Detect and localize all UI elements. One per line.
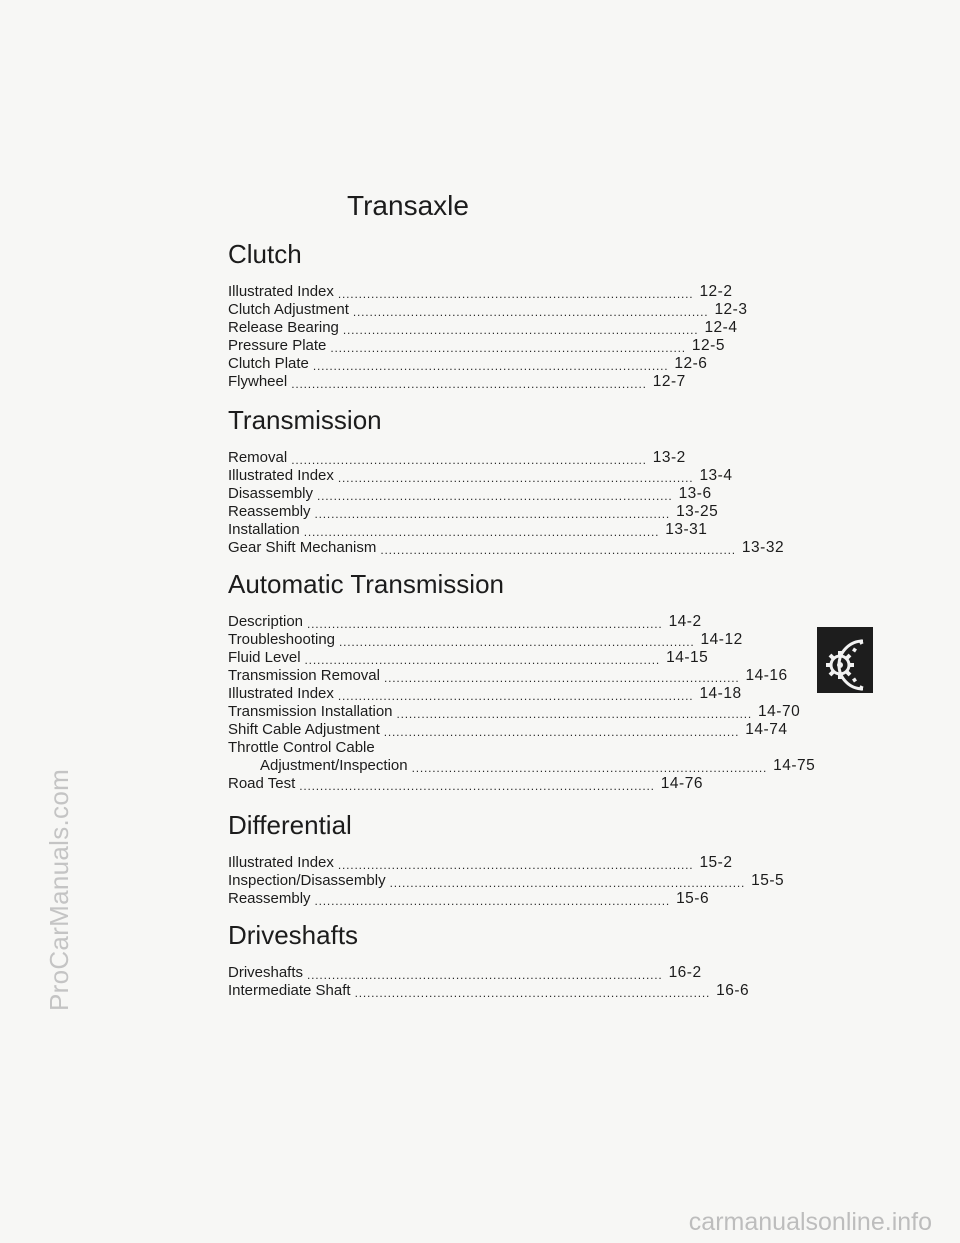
entry-page: 12-6 [674, 355, 708, 372]
leader-dots: ...................................................................................... [380, 543, 736, 557]
entry-page: 13-4 [699, 467, 733, 484]
section-heading: Transmission [228, 405, 382, 435]
entry-page: 14-75 [773, 757, 816, 774]
leader-dots: ...................................................................................... [411, 761, 768, 775]
entry-page: 15-5 [751, 872, 785, 889]
toc-entry[interactable] [228, 872, 785, 890]
toc-entry[interactable] [228, 283, 733, 301]
entry-label: Reassembly [228, 890, 311, 907]
leader-dots: ...................................................................................... [354, 986, 711, 1000]
entry-page: 13-2 [652, 449, 686, 466]
leader-dots: ...................................................................................... [303, 525, 660, 539]
section-heading: Driveshafts [228, 920, 359, 950]
leader-dots: ...................................................................................... [337, 858, 694, 872]
entry-page: 12-3 [714, 301, 748, 318]
leader-dots: ...................................................................................... [384, 671, 740, 685]
entry-page: 14-76 [660, 775, 703, 792]
entry-label: Release Bearing [228, 319, 339, 336]
toc-entry[interactable] [228, 521, 708, 539]
toc-entry[interactable] [228, 649, 709, 667]
toc-entry[interactable] [228, 539, 785, 557]
entry-label: Illustrated Index [228, 467, 334, 484]
entry-label: Illustrated Index [228, 685, 334, 702]
toc-entry[interactable] [228, 703, 801, 721]
toc-entry[interactable] [228, 301, 748, 319]
entry-label: Driveshafts [228, 964, 304, 981]
entry-label: Illustrated Index [228, 283, 334, 300]
entry-page: 14-74 [745, 721, 788, 738]
entry-label: Fluid Level [228, 649, 301, 666]
entry-label: Clutch Adjustment [228, 301, 349, 318]
footer-watermark: carmanualsonline.info [688, 1208, 932, 1236]
toc-entry[interactable] [228, 890, 710, 908]
entry-page: 12-5 [691, 337, 725, 354]
entry-label: Intermediate Shaft [228, 982, 351, 999]
entry-label: Description [228, 613, 304, 630]
entry-label: Transmission Removal [228, 667, 380, 684]
leader-dots: ...................................................................................... [291, 453, 647, 467]
side-watermark: ProCarManuals.com [44, 768, 74, 1011]
toc-entry[interactable] [228, 449, 686, 467]
leader-dots: ...................................................................................... [342, 323, 699, 337]
entry-label: Clutch Plate [228, 355, 309, 372]
toc-entry[interactable] [228, 964, 702, 982]
leader-dots: ...................................................................................... [330, 341, 686, 355]
toc-entry[interactable] [228, 485, 712, 503]
leader-dots: ...................................................................................... [314, 507, 671, 521]
entry-label: Gear Shift Mechanism [228, 539, 377, 556]
toc-entry[interactable] [228, 982, 750, 1000]
leader-dots: ...................................................................................... [389, 876, 746, 890]
entry-page: 13-6 [678, 485, 712, 502]
entry-label: Shift Cable Adjustment [228, 721, 380, 738]
section-transmission [228, 405, 785, 557]
entry-label: Illustrated Index [228, 854, 334, 871]
entry-page: 12-4 [704, 319, 738, 336]
entry-page: 12-2 [699, 283, 733, 300]
leader-dots: ...................................................................................... [339, 635, 695, 649]
leader-dots: ...................................................................................... [312, 359, 669, 373]
entry-page: 14-18 [699, 685, 742, 702]
toc-entry[interactable] [228, 467, 733, 485]
entry-page: 13-32 [741, 539, 785, 556]
toc-entry[interactable] [228, 775, 703, 793]
leader-dots: ...................................................................................... [304, 653, 661, 667]
leader-dots: ...................................................................................... [337, 689, 694, 703]
leader-dots: ...................................................................................... [352, 305, 709, 319]
leader-dots: ...................................................................................... [299, 779, 655, 793]
toc-entry[interactable] [228, 854, 733, 872]
entry-label: Pressure Plate [228, 337, 327, 354]
leader-dots: ...................................................................................... [317, 489, 673, 503]
entry-page: 14-15 [666, 649, 709, 666]
section-heading: Clutch [228, 239, 302, 269]
leader-dots: ...................................................................................... [396, 707, 753, 721]
entry-page: 15-6 [676, 890, 710, 907]
leader-dots: ...................................................................................... [291, 377, 647, 391]
entry-label: Installation [228, 521, 300, 538]
page-title: Transaxle [347, 190, 469, 221]
toc-entry[interactable] [228, 337, 725, 355]
toc-entry[interactable] [228, 355, 708, 373]
entry-page: 15-2 [699, 854, 733, 871]
toc-entry[interactable] [228, 721, 788, 739]
toc-entry[interactable] [228, 373, 686, 391]
section-heading: Automatic Transmission [228, 569, 504, 599]
entry-label: Removal [228, 449, 288, 466]
entry-label: Road Test [228, 775, 296, 792]
entry-page: 14-70 [758, 703, 801, 720]
toc-entry-heading[interactable] [228, 739, 648, 757]
entry-page: 12-7 [652, 373, 686, 390]
section-driveshafts [228, 920, 750, 1000]
gears-icon [817, 627, 873, 693]
entry-label: Throttle Control Cable [228, 739, 375, 756]
entry-label: Reassembly [228, 503, 311, 520]
leader-dots: ...................................................................................... [383, 725, 740, 739]
entry-label: Disassembly [228, 485, 314, 502]
entry-label: Adjustment/Inspection [260, 757, 408, 774]
toc-entry[interactable] [228, 685, 742, 703]
leader-dots: ...................................................................................... [337, 471, 694, 485]
leader-dots: ...................................................................................... [307, 968, 663, 982]
entry-page: 14-2 [668, 613, 702, 630]
leader-dots: ...................................................................................... [337, 287, 694, 301]
leader-dots: ...................................................................................... [314, 894, 671, 908]
section-differential [228, 810, 785, 908]
toc-entry[interactable] [228, 613, 702, 631]
toc-entry[interactable] [228, 757, 816, 775]
entry-page: 16-6 [716, 982, 750, 999]
entry-page: 14-16 [745, 667, 788, 684]
leader-dots: ...................................................................................... [307, 617, 663, 631]
entry-label: Flywheel [228, 373, 288, 390]
section-automatic-transmission [228, 569, 816, 793]
entry-label: Inspection/Disassembly [228, 872, 386, 889]
entry-page: 13-25 [676, 503, 719, 520]
toc-entry[interactable] [228, 667, 788, 685]
entry-page: 16-2 [668, 964, 702, 981]
toc-entry[interactable] [228, 503, 719, 521]
entry-label: Troubleshooting [228, 631, 336, 648]
entry-page: 14-12 [700, 631, 743, 648]
toc-entry[interactable] [228, 319, 738, 337]
entry-label: Transmission Installation [228, 703, 393, 720]
entry-page: 13-31 [665, 521, 708, 538]
section-clutch [228, 239, 748, 391]
section-heading: Differential [228, 810, 352, 840]
toc-entry[interactable] [228, 631, 743, 649]
